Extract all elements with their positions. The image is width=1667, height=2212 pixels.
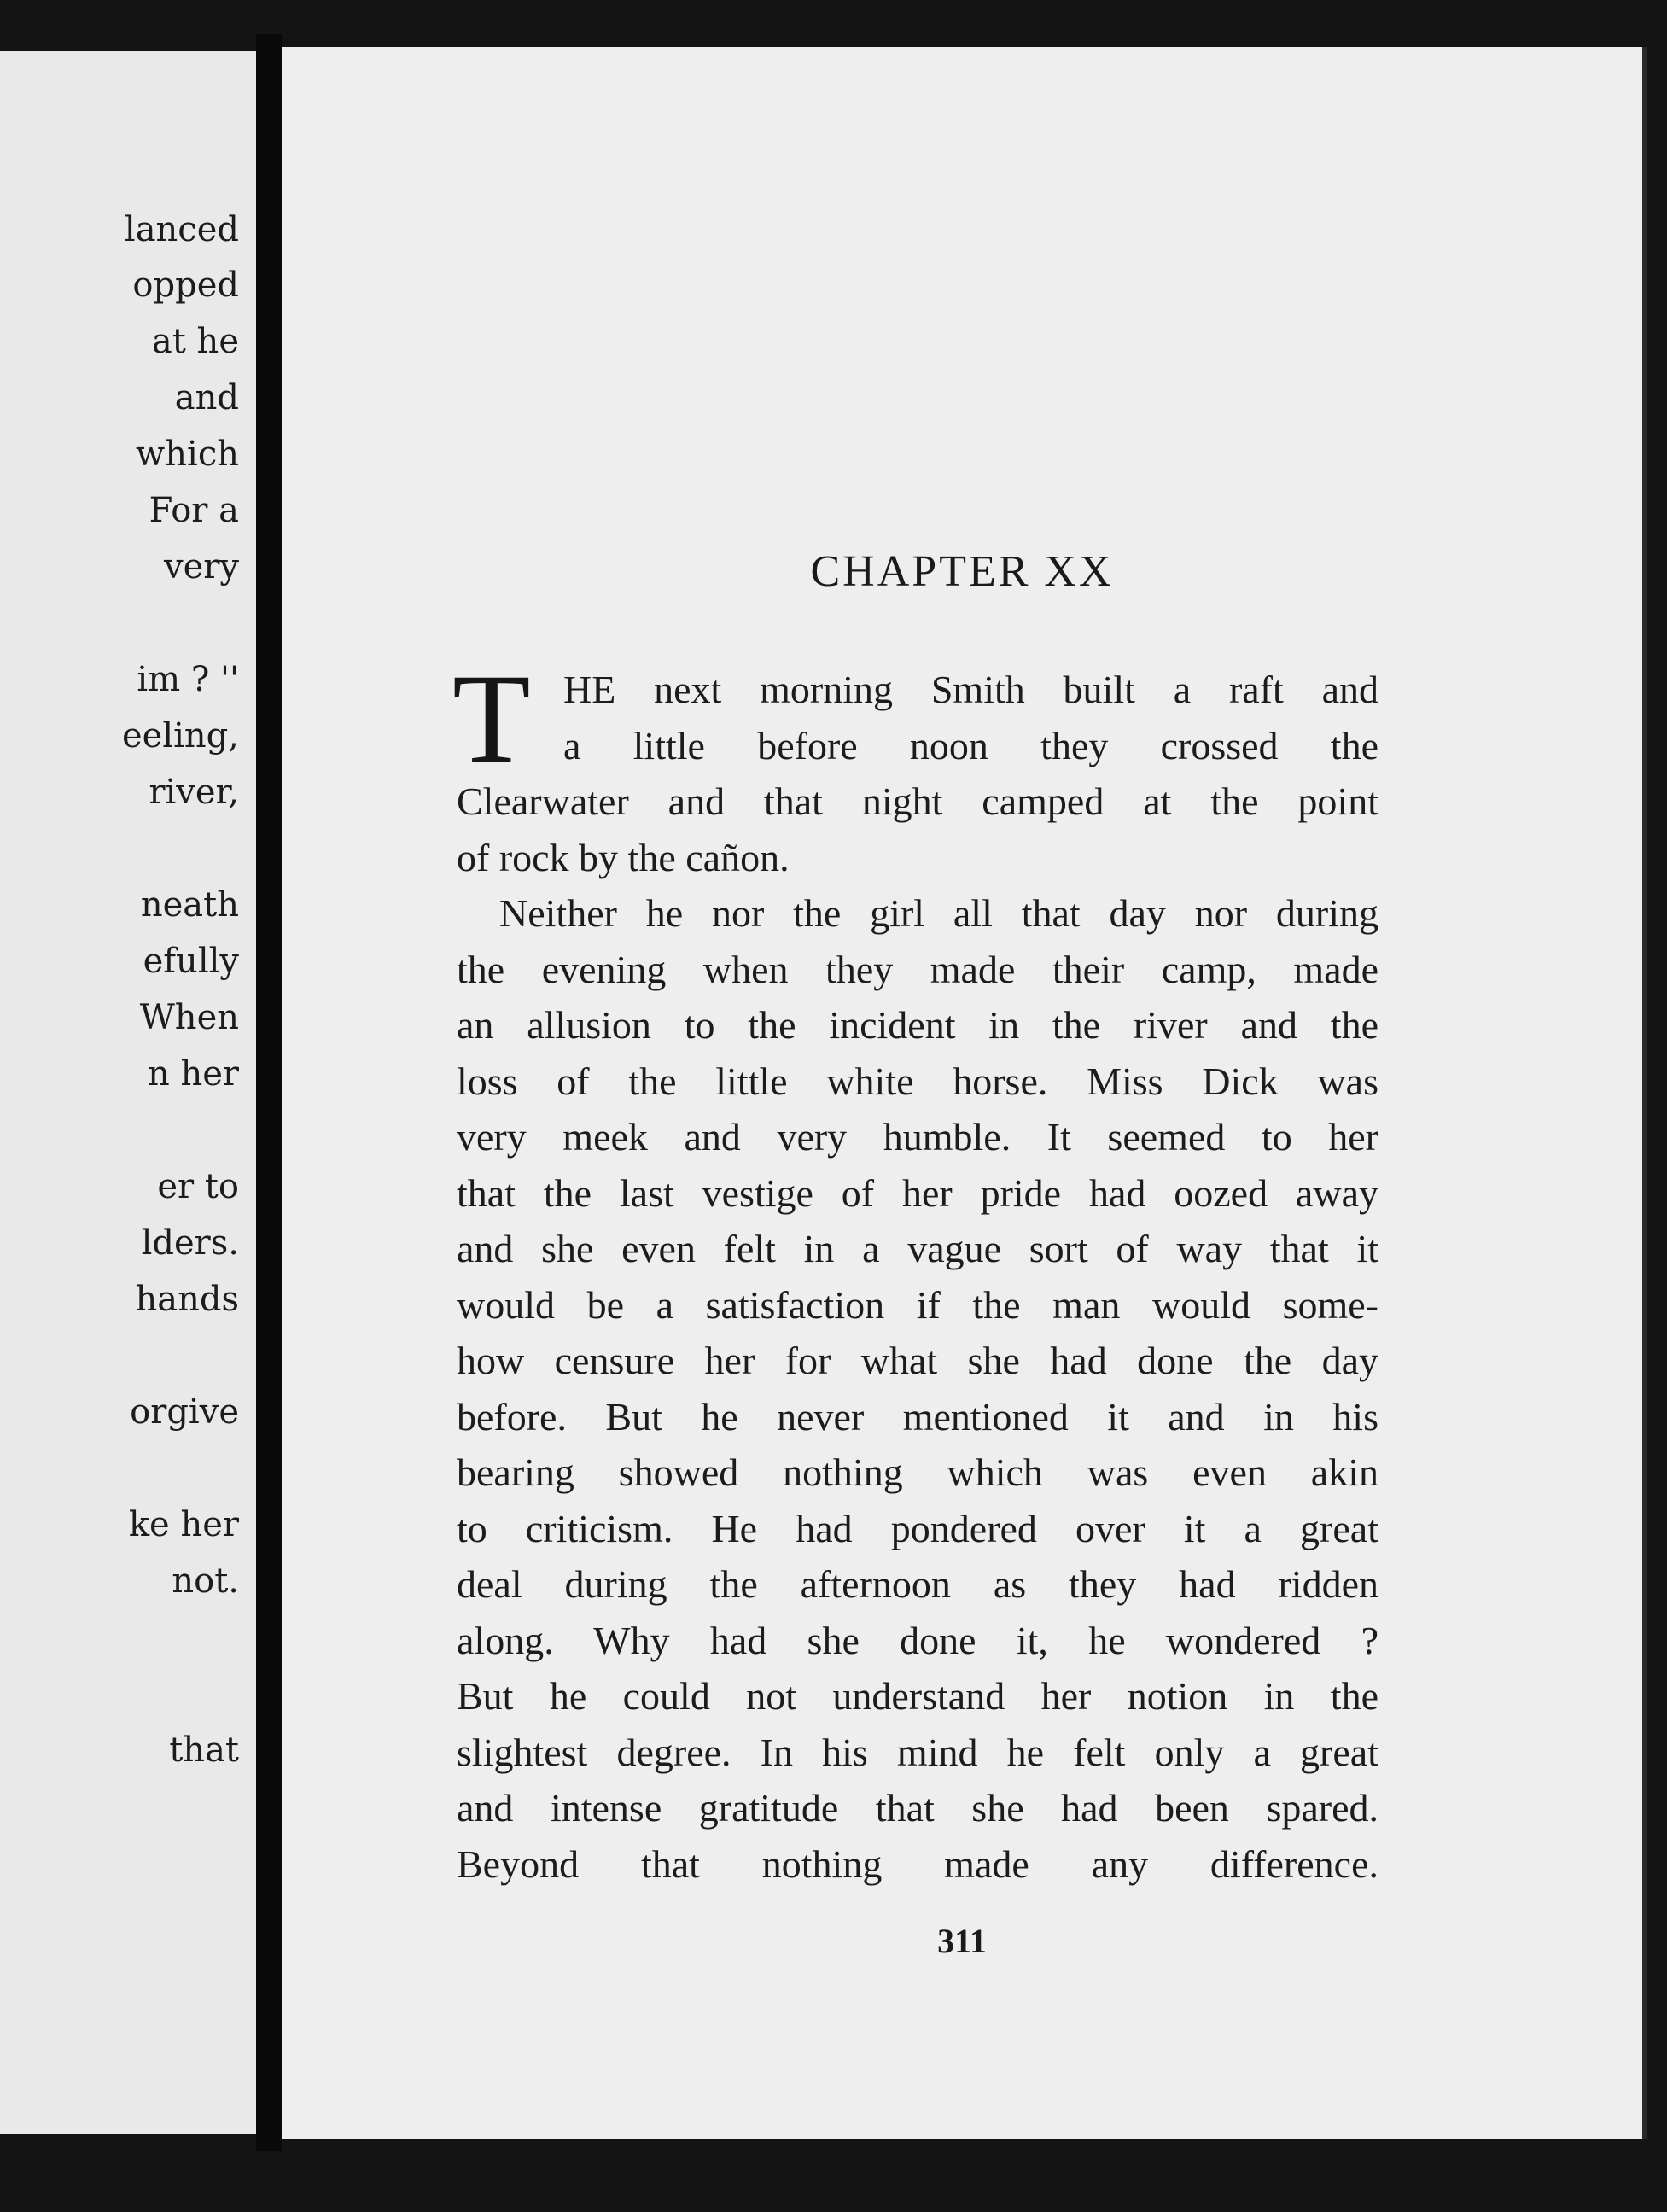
left-page-line: hands xyxy=(135,1280,239,1319)
text-line: of rock by the cañon. xyxy=(457,835,790,879)
text-line: Clearwater and that night camped at the point xyxy=(457,779,1378,823)
text-line: slightest degree. In his mind he felt only a great xyxy=(457,1730,1378,1774)
left-page-line: neath xyxy=(140,885,239,925)
text-line: But he could not understand her notion in the xyxy=(457,1674,1378,1718)
left-page-line: which xyxy=(136,435,239,474)
left-page-line: ke her xyxy=(128,1505,239,1544)
text-line: Neither he nor the girl all that day nor during xyxy=(499,891,1378,935)
left-page-line: eeling, xyxy=(121,716,239,756)
text-line: and she even felt in a vague sort of way that it xyxy=(457,1227,1378,1270)
left-page-line: at he xyxy=(151,322,239,361)
text-line: Beyond that nothing made any difference. xyxy=(457,1841,1378,1886)
left-page-line: very xyxy=(164,547,239,587)
text-line: before. But he never mentioned it and in his xyxy=(457,1394,1378,1439)
left-page-line: im ? '' xyxy=(137,660,239,699)
left-page-line: opped xyxy=(132,266,239,305)
left-page xyxy=(0,51,256,2134)
text-line: and intense gratitude that she had been spared. xyxy=(457,1786,1378,1830)
text-line: bearing showed nothing which was even akin xyxy=(457,1450,1378,1494)
right-page xyxy=(282,47,1647,2139)
left-page-line: orgive xyxy=(130,1392,239,1432)
text-line: deal during the afternoon as they had ridden xyxy=(457,1562,1378,1606)
text-line: would be a satisfaction if the man would some- xyxy=(457,1282,1378,1327)
drop-cap: T xyxy=(452,648,531,790)
left-page-line: lders. xyxy=(141,1223,239,1263)
text-line: HE next morning Smith built a raft and xyxy=(563,668,1378,711)
text-line: a little before noon they crossed the xyxy=(563,723,1378,767)
book-gutter xyxy=(256,34,282,2151)
left-page-line: er to xyxy=(157,1167,239,1206)
left-page-line: For a xyxy=(149,491,239,530)
left-page-line: efully xyxy=(143,942,239,981)
text-line: loss of the little white horse. Miss Dick was xyxy=(457,1059,1378,1103)
left-page-line: When xyxy=(139,998,239,1037)
page-number: 311 xyxy=(937,1922,987,1960)
text-line: that the last vestige of her pride had oozed away xyxy=(457,1170,1378,1215)
text-line: to criticism. He had pondered over it a great xyxy=(457,1506,1378,1550)
left-page-line: not. xyxy=(172,1561,239,1601)
chapter-text xyxy=(452,648,1378,1892)
left-page-line: that xyxy=(169,1730,239,1770)
text-line: very meek and very humble. It seemed to her xyxy=(457,1115,1378,1159)
chapter-heading: CHAPTER XX xyxy=(810,547,1114,596)
text-line: an allusion to the incident in the river and the xyxy=(457,1003,1378,1047)
left-page-line: and xyxy=(174,378,239,417)
left-page-line: river, xyxy=(149,773,239,812)
left-page-line: n her xyxy=(147,1054,239,1094)
left-page-line: lanced xyxy=(124,210,239,249)
text-line: the evening when they made their camp, made xyxy=(457,947,1378,991)
text-line: how censure her for what she had done the day xyxy=(457,1339,1378,1382)
text-line: along. Why had she done it, he wondered ? xyxy=(457,1618,1378,1662)
